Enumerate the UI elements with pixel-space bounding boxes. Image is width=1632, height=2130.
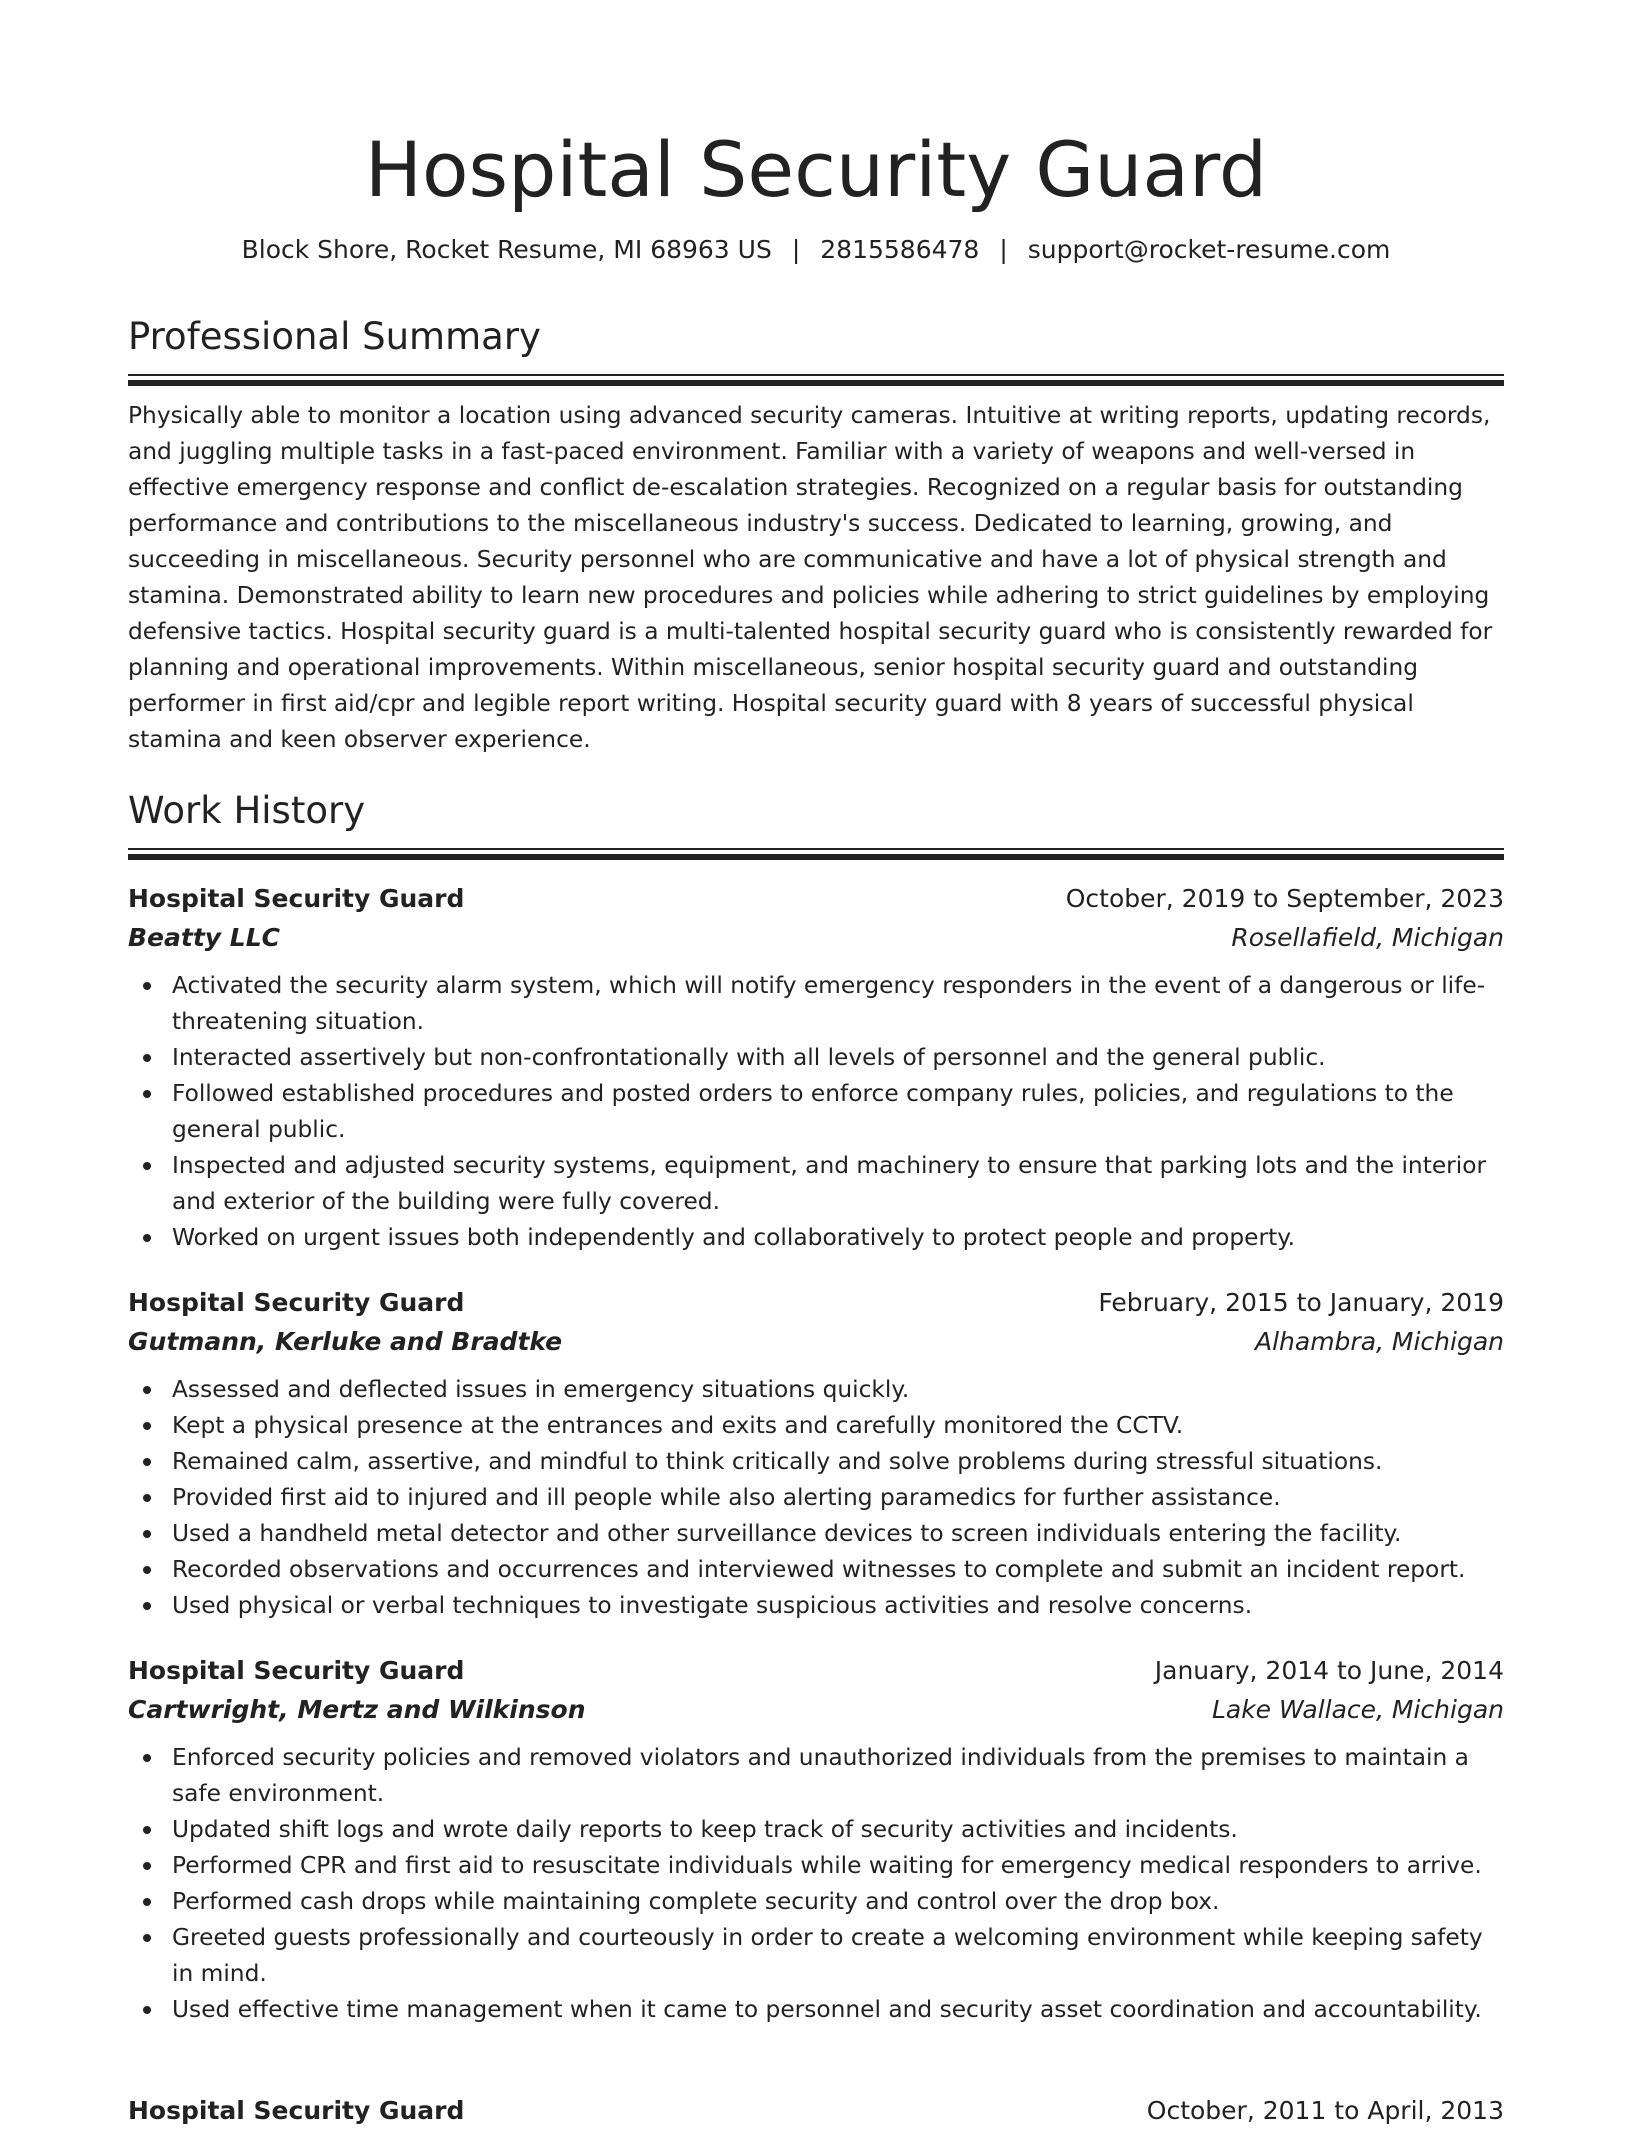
job-company: Beatty LLC [128,923,280,952]
job-title: Hospital Security Guard [128,884,465,913]
job-company: Cartwright, Mertz and Wilkinson [128,1695,586,1724]
job-location: Lake Wallace, Michigan [1211,1695,1504,1724]
section-divider [128,848,1504,860]
job-dates: October, 2019 to September, 2023 [1065,884,1504,913]
section-title-work-history: Work History [128,789,366,832]
contact-separator: | [999,235,1008,264]
resume-name: Hospital Security Guard [364,125,1268,214]
job-bullet: Performed CPR and first aid to resuscitate individuals while waiting for emergency medical responders to arrive. [128,1848,1504,1884]
job-bullet: Used a handheld metal detector and other surveillance devices to screen individuals entering the facility. [128,1516,1504,1552]
job-bullet: Enforced security policies and removed violators and unauthorized individuals from the premises to maintain a safe environment. [128,1740,1504,1812]
job-bullet: Used effective time management when it came to personnel and security asset coordination and accountability. [128,1992,1504,2028]
job-bullet: Updated shift logs and wrote daily reports to keep track of security activities and incidents. [128,1812,1504,1848]
job-bullet: Performed cash drops while maintaining complete security and control over the drop box. [128,1884,1504,1920]
job-title: Hospital Security Guard [128,1288,465,1317]
job-bullet: Inspected and adjusted security systems, equipment, and machinery to ensure that parking lots and the interior and exterior of the building were fully covered. [128,1148,1504,1220]
job-dates: February, 2015 to January, 2019 [1098,1288,1504,1317]
job-title: Hospital Security Guard [128,2096,465,2125]
job-company: Gutmann, Kerluke and Bradtke [128,1327,563,1356]
job-bullet: Worked on urgent issues both independently and collaboratively to protect people and property. [128,1220,1504,1256]
job-dates: January, 2014 to June, 2014 [1154,1656,1504,1685]
job-title: Hospital Security Guard [128,1656,465,1685]
job-entry [128,880,1504,1256]
job-bullet: Recorded observations and occurrences and interviewed witnesses to complete and submit an incident report. [128,1552,1504,1588]
contact-phone: 2815586478 [820,235,980,264]
job-location: Rosellafield, Michigan [1231,923,1504,952]
contact-address: Block Shore, Rocket Resume, MI 68963 US [241,235,772,264]
job-bullet: Used physical or verbal techniques to investigate suspicious activities and resolve concerns. [128,1588,1504,1624]
job-bullets [128,1740,1504,2028]
job-bullets [128,968,1504,1256]
section-divider [128,374,1504,386]
contact-separator: | [791,235,801,264]
summary-text: Physically able to monitor a location using advanced security cameras. Intuitive at writing reports, updating records, and juggling multiple tasks in a fast-paced environment. Familiar with a variety of weapons and well-versed in effective emergency response and conflict de-escalation strategies. Recognized on a regular basis for outstanding performance and contributions to the miscellaneous industry's success. Dedicated to learning, growing, and succeeding in miscellaneous. Security personnel who are communicative and have a lot of physical strength and stamina. Demonstrated ability to learn new procedures and policies while adhering to strict guidelines by employing defensive tactics. Hospital security guard is a multi-talented hospital security guard who is consistently rewarded for planning and operational improvements. Within miscellaneous, senior hospital security guard and outstanding performer in first aid/cpr and legible report writing. Hospital security guard with 8 years of successful physical stamina and keen observer experience. [128,402,1493,753]
job-entry [128,1652,1504,2028]
job-bullet: Followed established procedures and posted orders to enforce company rules, policies, and regulations to the general public. [128,1076,1504,1148]
job-bullet: Activated the security alarm system, which will notify emergency responders in the event of a dangerous or life-threatening situation. [128,968,1504,1040]
job-bullet: Kept a physical presence at the entrances and exits and carefully monitored the CCTV. [128,1408,1504,1444]
job-entry [128,1284,1504,1624]
job-bullet: Provided first aid to injured and ill people while also alerting paramedics for further assistance. [128,1480,1504,1516]
job-entry-partial [128,2092,1504,2130]
contact-email: support@rocket-resume.com [1027,235,1391,264]
section-title-summary: Professional Summary [128,315,541,358]
resume-page [128,0,1504,2125]
job-location: Alhambra, Michigan [1254,1327,1504,1356]
contact-line [128,232,1504,268]
job-bullets [128,1372,1504,1624]
job-bullet: Greeted guests professionally and courteously in order to create a welcoming environment while keeping safety in mind. [128,1920,1504,1992]
job-bullet: Remained calm, assertive, and mindful to think critically and solve problems during stressful situations. [128,1444,1504,1480]
job-dates: October, 2011 to April, 2013 [1146,2096,1504,2125]
job-bullet: Interacted assertively but non-confrontationally with all levels of personnel and the general public. [128,1040,1504,1076]
job-bullet: Assessed and deflected issues in emergency situations quickly. [128,1372,1504,1408]
